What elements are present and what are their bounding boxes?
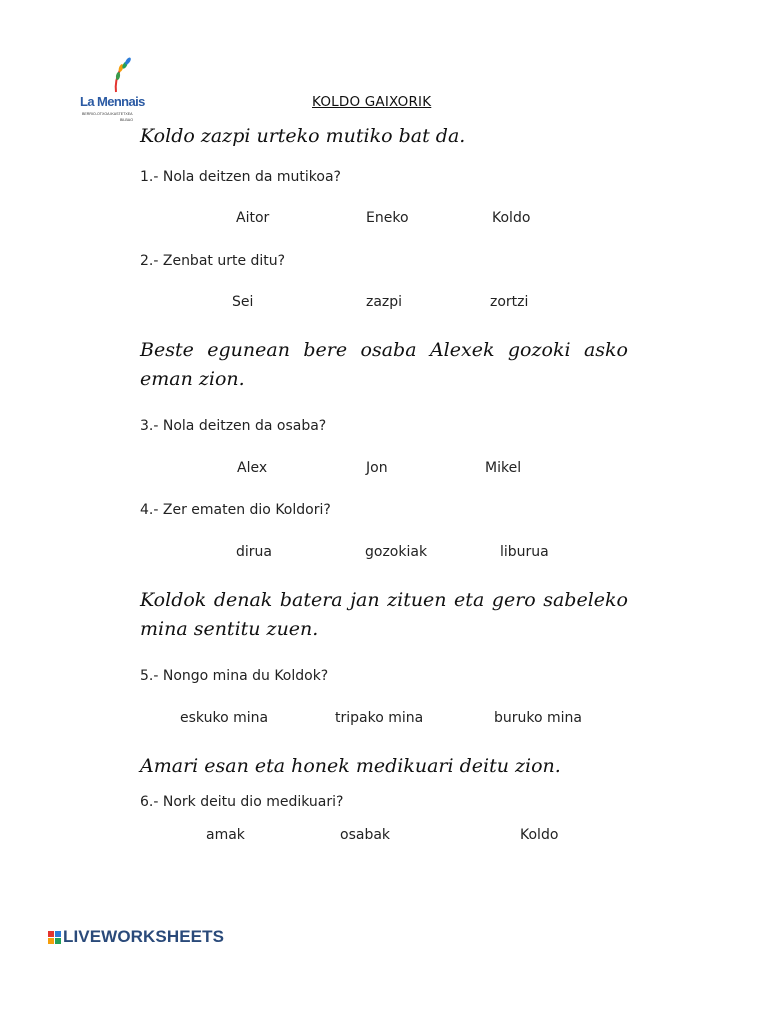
answer-option[interactable]: Sei	[232, 294, 254, 310]
answer-option[interactable]: Koldo	[520, 827, 559, 843]
question: 4.- Zer ematen dio Koldori?	[140, 502, 331, 518]
answer-option[interactable]: liburua	[500, 544, 549, 560]
logo-city: BILBAO	[120, 118, 133, 122]
answer-option[interactable]: gozokiak	[365, 544, 428, 560]
liveworksheets-logo	[48, 926, 224, 948]
question: 6.- Nork deitu dio medikuari?	[140, 794, 344, 810]
story-line: Koldo zazpi urteko mutiko bat da.	[140, 125, 466, 147]
question: 3.- Nola deitzen da osaba?	[140, 418, 327, 434]
answer-option[interactable]: Mikel	[485, 460, 522, 476]
answer-option[interactable]: tripako mina	[335, 710, 424, 726]
brand-name: LIVEWORKSHEETS	[63, 927, 225, 946]
story-line: Koldok denak batera jan zituen eta gero sabeleko mina sentitu zuen.	[140, 589, 628, 640]
answer-option[interactable]: zazpi	[366, 294, 403, 310]
answer-option[interactable]: zortzi	[490, 294, 529, 310]
page-title: KOLDO GAIXORIK	[312, 94, 432, 110]
story-line: Beste egunean bere osaba Alexek gozoki asko eman zion.	[140, 339, 628, 390]
answer-option[interactable]: osabak	[340, 827, 391, 843]
answer-option[interactable]: Alex	[237, 460, 268, 476]
answer-option[interactable]: Jon	[366, 460, 388, 476]
question: 1.- Nola deitzen da mutikoa?	[140, 169, 341, 185]
logo-name: La Mennais	[80, 94, 145, 109]
answer-option[interactable]: eskuko mina	[180, 710, 269, 726]
question: 5.- Nongo mina du Koldok?	[140, 668, 329, 684]
answer-option[interactable]: Koldo	[492, 210, 531, 226]
school-logo	[80, 56, 145, 126]
answer-option[interactable]: Eneko	[366, 210, 409, 226]
answer-option[interactable]: Aitor	[236, 210, 270, 226]
story-line: Amari esan eta honek medikuari deitu zion.	[140, 755, 561, 777]
answer-option[interactable]: buruko mina	[494, 710, 582, 726]
logo-subtitle: BERRIO-OTXOA IKASTETXEA	[82, 112, 133, 116]
question: 2.- Zenbat urte ditu?	[140, 253, 286, 269]
leaf-icon	[80, 56, 142, 96]
answer-option[interactable]: dirua	[236, 544, 272, 560]
liveworksheets-grid-icon	[48, 931, 61, 944]
answer-option[interactable]: amak	[206, 827, 245, 843]
